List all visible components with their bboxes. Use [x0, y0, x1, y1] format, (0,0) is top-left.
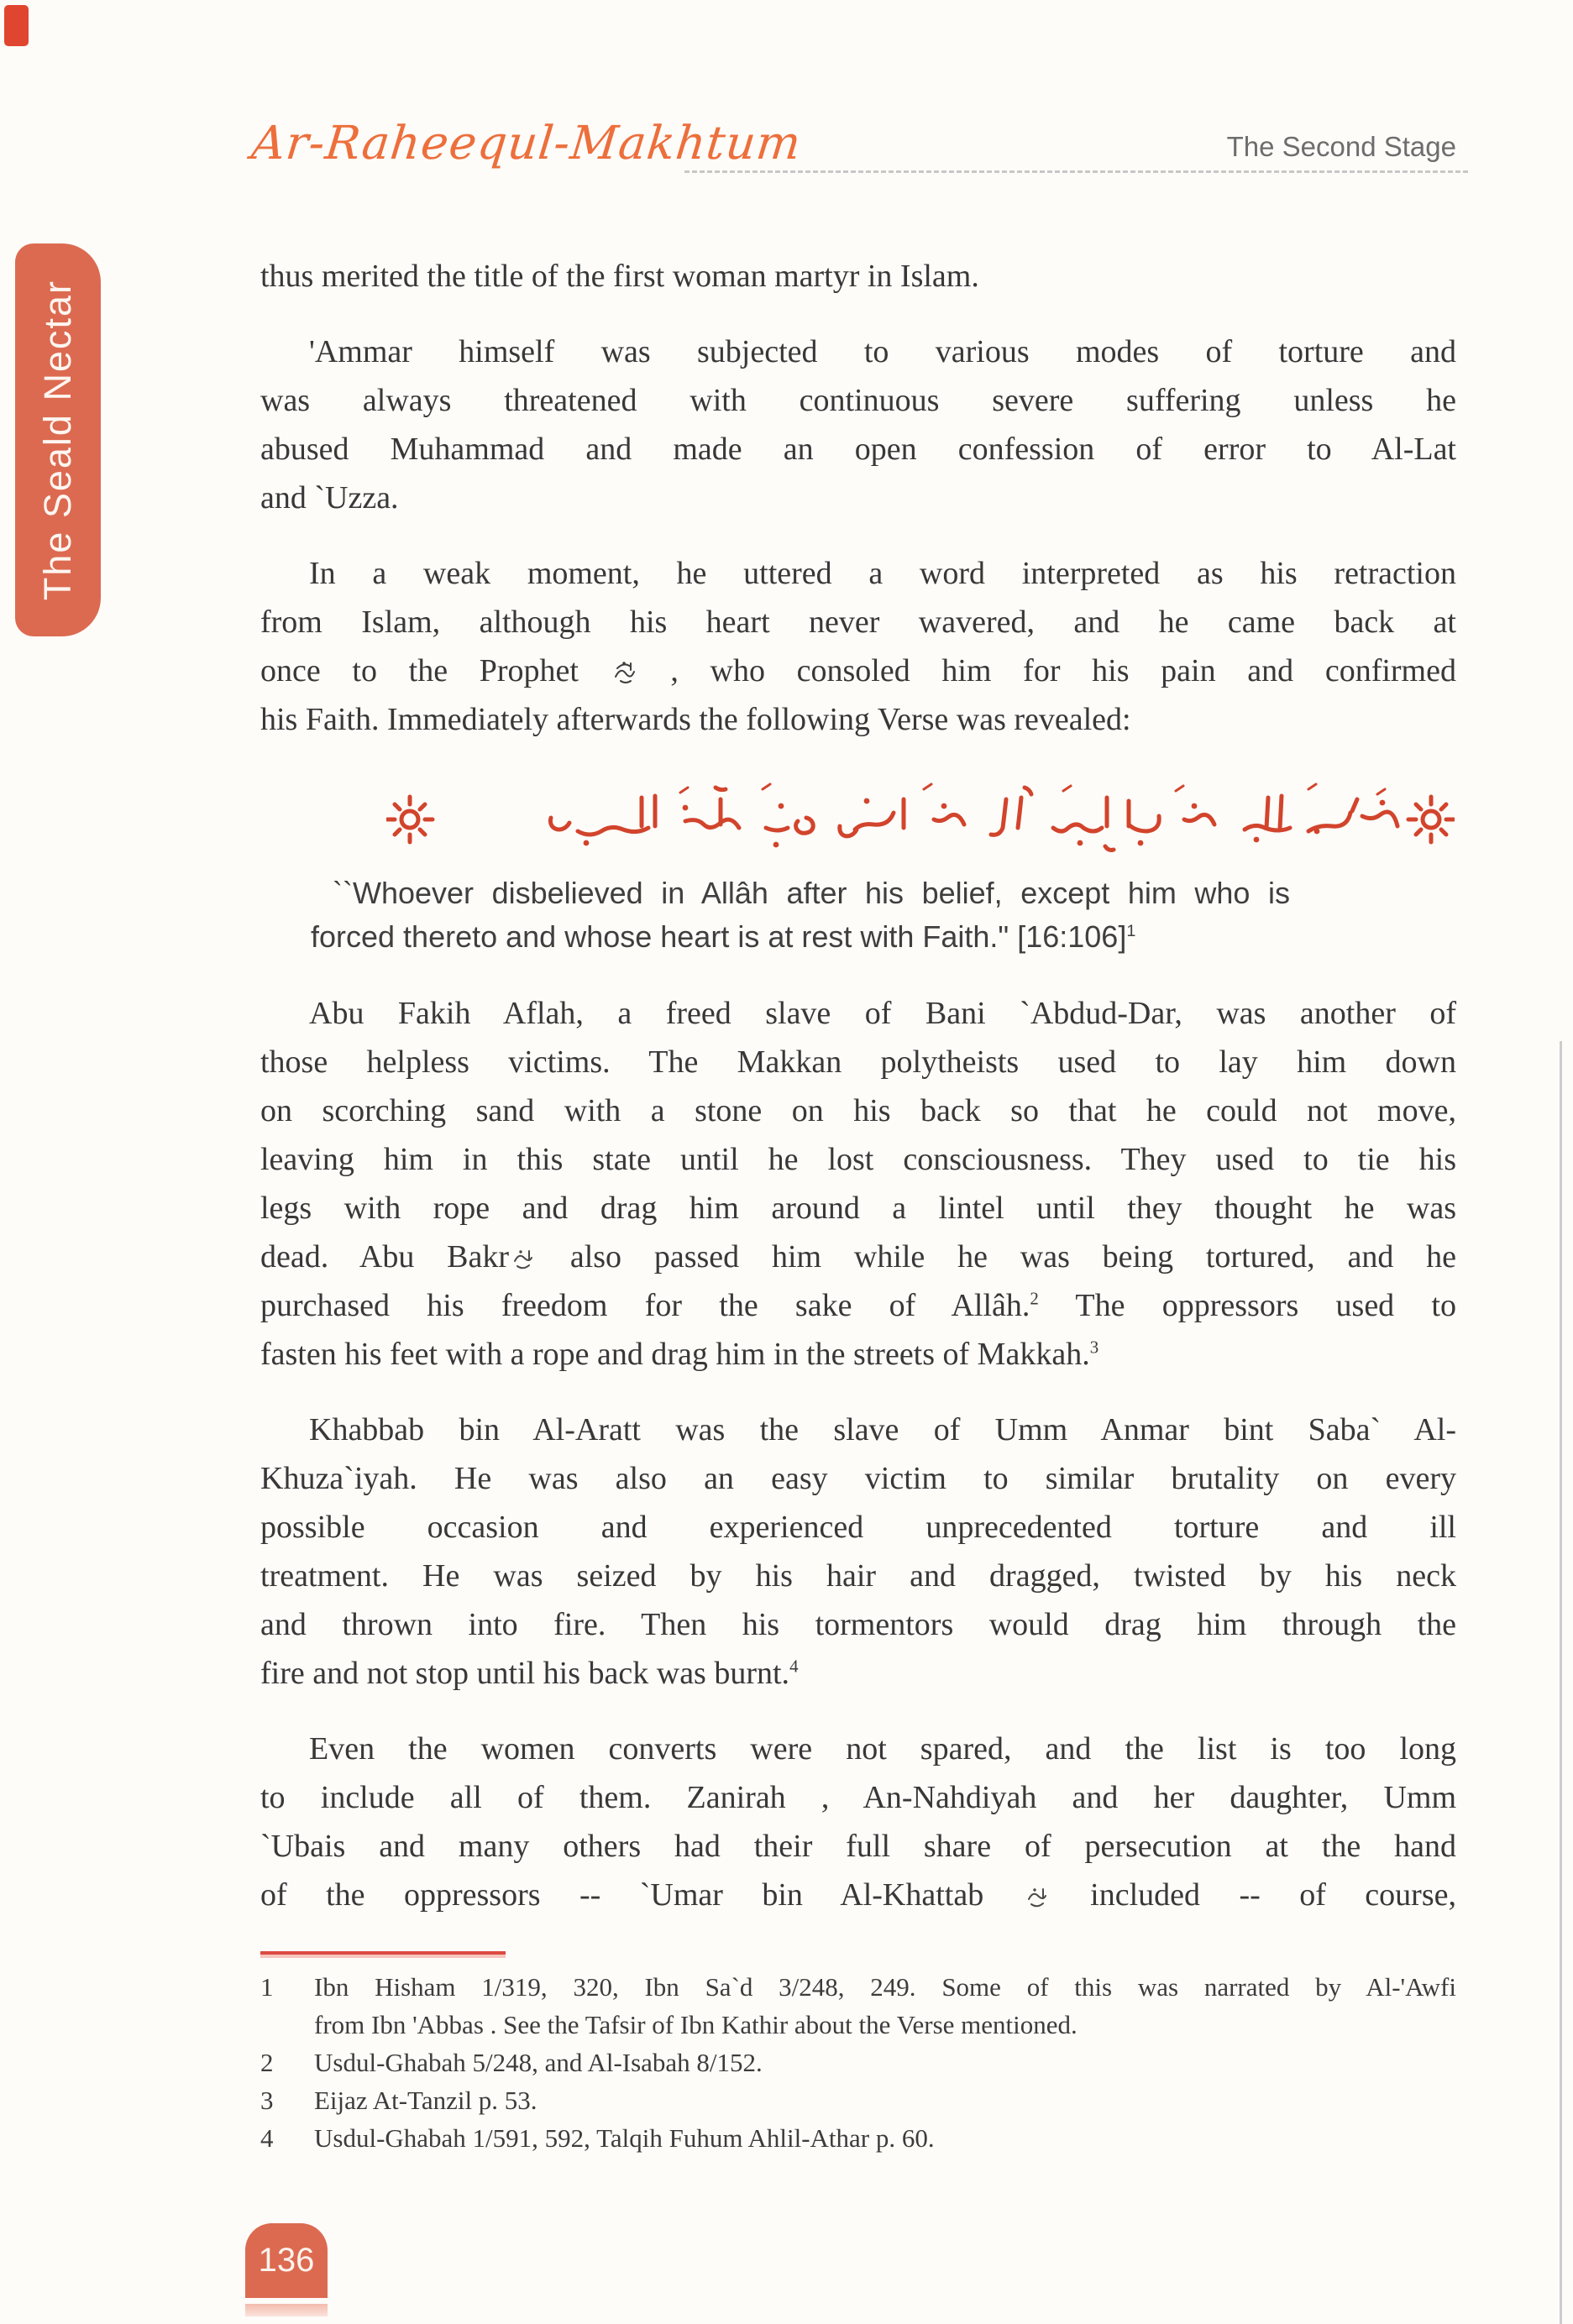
text-line: thus merited the title of the first woman martyr in Islam. [260, 259, 979, 294]
book-title-script: Ar-Raheequl-Makhtum [249, 116, 805, 170]
footnote [260, 2081, 1456, 2119]
text-line: his Faith. Immediately afterwards the following Verse was revealed: [260, 702, 1131, 737]
text-line: Abu Fakih Aflah, a freed slave of Bani `Abdud-Dar, was another of [309, 996, 1456, 1031]
footnote-number: 4 [260, 2123, 274, 2153]
text-line: Even the women converts were not spared, and the list is too long [309, 1731, 1456, 1767]
text-line: abused Muhammad and made an open confession of error to Al-Lat [260, 432, 1456, 467]
text-line: from Islam, although his heart never wavered, and he came back at [260, 605, 1456, 640]
footnote-rule [260, 1951, 506, 1955]
footnote-ref: 1 [1126, 922, 1136, 940]
text-column [260, 252, 1456, 2157]
verse-translation [311, 872, 1290, 959]
text-line: those helpless victims. The Makkan polytheists used to lay him down [260, 1044, 1456, 1080]
paragraph [260, 1405, 1456, 1698]
text-line: In a weak moment, he uttered a word interpreted as his retraction [309, 556, 1456, 591]
text-line: Khuza`iyah. He was also an easy victim to similar brutality on every [260, 1461, 1456, 1496]
quran-verse-calligraphy [386, 779, 1455, 860]
footnote-line: from Ibn 'Abbas . See the Tafsir of Ibn Kathir about the Verse mentioned. [314, 2010, 1078, 2039]
text-line: `Ubais and many others had their full share of persecution at the hand [260, 1829, 1456, 1864]
page-number: 136 [258, 2242, 315, 2279]
paragraph [260, 252, 1456, 301]
companion-honorific-icon [511, 1244, 536, 1271]
footnote [260, 2119, 1456, 2157]
paragraph [260, 549, 1456, 744]
text-line: fasten his feet with a rope and drag him in the streets of Makkah.$^3$ [260, 1337, 1099, 1372]
text-line: purchased his freedom for the sake of Allâh.$^2$ The oppressors used to [260, 1288, 1456, 1323]
verse-translation-line: forced thereto and whose heart is at rest with Faith." [16:106]$^1$ [311, 919, 1136, 954]
paragraph [260, 1725, 1456, 1919]
text-line: and thrown into fire. Then his tormentors would drag him through the [260, 1607, 1456, 1642]
paragraph [260, 327, 1456, 522]
footnote-line: Usdul-Ghabah 5/248, and Al-Isabah 8/152. [314, 2048, 763, 2077]
footnote-ref: 4 [789, 1656, 799, 1677]
corner-mark [4, 5, 29, 46]
paragraphs [260, 252, 1456, 744]
text-line: dead. Abu Bakr also passed him while he was being tortured, and he [260, 1239, 1456, 1275]
text-line: treatment. He was seized by his hair and dragged, twisted by his neck [260, 1558, 1456, 1594]
footnote-text [314, 2119, 1456, 2157]
footnote-line: Eijaz At-Tanzil p. 53. [314, 2086, 537, 2115]
footnote-text [314, 2081, 1456, 2119]
text-line: possible occasion and experienced unprecedented torture and ill [260, 1510, 1456, 1545]
footnote [260, 2044, 1456, 2081]
text-line: Khabbab bin Al-Aratt was the slave of Umm Anmar bint Saba` Al- [309, 1412, 1456, 1447]
text-line: to include all of them. Zanirah , An-Nahdiyah and her daughter, Umm [260, 1780, 1456, 1815]
companion-honorific-icon [1025, 1882, 1050, 1909]
footnote-ref: 3 [1089, 1337, 1099, 1358]
stage-label: The Second Stage [1226, 131, 1456, 162]
side-tab [15, 243, 101, 636]
text-line: once to the Prophet , who consoled him for his pain and confirmed [260, 653, 1456, 688]
text-line: and `Uzza. [260, 480, 399, 516]
footnote-line: Usdul-Ghabah 1/591, 592, Talqih Fuhum Ahlil-Athar p. 60. [314, 2123, 935, 2153]
footnote [260, 1968, 1456, 2044]
footnote-number: 3 [260, 2086, 274, 2115]
page-badge-reflection [245, 2304, 328, 2316]
text-line: of the oppressors -- `Umar bin Al-Khattab included -- of course, [260, 1877, 1456, 1913]
footnote-text [314, 1968, 1456, 2044]
text-line: on scorching sand with a stone on his back so that he could not move, [260, 1093, 1456, 1128]
text-line: fire and not stop until his back was burnt.$^4$ [260, 1656, 799, 1691]
text-line: was always threatened with continuous severe suffering unless he [260, 383, 1456, 418]
scan-edge-line [1560, 1041, 1562, 2324]
text-line: 'Ammar himself was subjected to various modes of torture and [309, 334, 1456, 369]
paragraphs [260, 989, 1456, 1919]
page-number-badge [245, 2223, 328, 2298]
text-line: leaving him in this state until he lost consciousness. They used to tie his [260, 1142, 1456, 1177]
side-tab-label: The Seald Nectar [36, 279, 79, 601]
footnotes [260, 1968, 1456, 2157]
text-line: legs with rope and drag him around a lintel until they thought he was [260, 1191, 1456, 1226]
footnote-text [314, 2044, 1456, 2081]
paragraph [260, 989, 1456, 1379]
verse-translation-line: ``Whoever disbelieved in Allâh after his belief, except him who is [333, 876, 1290, 910]
prophet-honorific-icon [612, 658, 637, 685]
footnote-number: 1 [260, 1972, 274, 2002]
footnote-line: Ibn Hisham 1/319, 320, Ibn Sa`d 3/248, 249. Some of this was narrated by Al-'Awfi [314, 1972, 1456, 2002]
header-dotted-rule [684, 170, 1468, 173]
footnote-ref: 2 [1030, 1288, 1039, 1309]
footnote-number: 2 [260, 2048, 274, 2077]
verse-calligraphy-svg [386, 779, 1455, 860]
